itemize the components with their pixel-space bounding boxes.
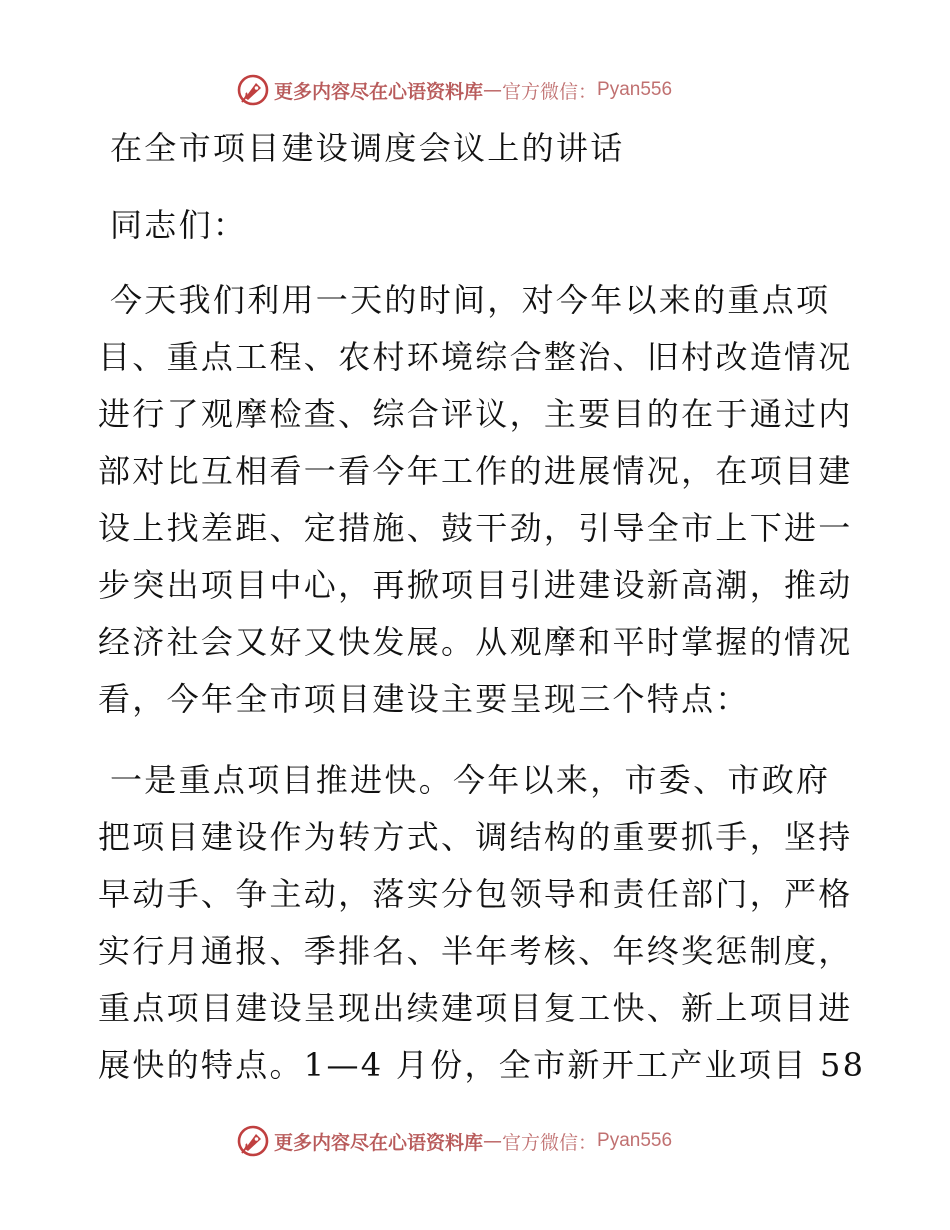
document-title: 在全市项目建设调度会议上的讲话 — [110, 129, 625, 167]
banner-wechat-label: 官方微信： — [502, 80, 598, 103]
banner-dash: — — [483, 79, 503, 101]
paragraph-1-line-7: 经济社会又好又快发展。从观摩和平时掌握的情况 — [98, 623, 853, 661]
paragraph-1-line-2: 目、重点工程、农村环境综合整治、旧村改造情况 — [98, 338, 853, 376]
banner-text: 更多内容尽在心语资料库 — [274, 1131, 484, 1154]
salutation: 同志们： — [110, 206, 248, 244]
paragraph-1-line-8: 看，今年全市项目建设主要呈现三个特点： — [98, 680, 750, 718]
paragraph-2-line-6: 展快的特点。1—4 月份，全市新开工产业项目 58 — [98, 1046, 866, 1084]
paragraph-1-line-3: 进行了观摩检查、综合评议，主要目的在于通过内 — [98, 395, 853, 433]
paragraph-2-line-2: 把项目建设作为转方式、调结构的重要抓手，坚持 — [98, 818, 853, 856]
pen-nib-logo-icon — [236, 1124, 270, 1158]
banner-dash: — — [483, 1130, 503, 1152]
paragraph-1-line-5: 设上找差距、定措施、鼓干劲，引导全市上下进一 — [98, 509, 853, 547]
banner-text: 更多内容尽在心语资料库 — [274, 80, 484, 103]
footer-banner — [236, 1123, 756, 1159]
banner-wechat-id: Pyan556 — [597, 79, 673, 100]
paragraph-2-line-5: 重点项目建设呈现出续建项目复工快、新上项目进 — [98, 989, 853, 1027]
banner-wechat-id: Pyan556 — [597, 1130, 673, 1151]
paragraph-1-line-6: 步突出项目中心，再掀项目引进建设新高潮，推动 — [98, 566, 853, 604]
header-banner — [236, 72, 756, 108]
paragraph-2-line-1: 一是重点项目推进快。今年以来，市委、市政府 — [110, 761, 831, 799]
paragraph-1-line-1: 今天我们利用一天的时间，对今年以来的重点项 — [110, 281, 831, 319]
paragraph-2-line-4: 实行月通报、季排名、半年考核、年终奖惩制度， — [98, 932, 853, 970]
banner-wechat-label: 官方微信： — [502, 1131, 598, 1154]
paragraph-1-line-4: 部对比互相看一看今年工作的进展情况，在项目建 — [98, 452, 853, 490]
paragraph-2-line-3: 早动手、争主动，落实分包领导和责任部门，严格 — [98, 875, 853, 913]
pen-nib-logo-icon — [236, 73, 270, 107]
